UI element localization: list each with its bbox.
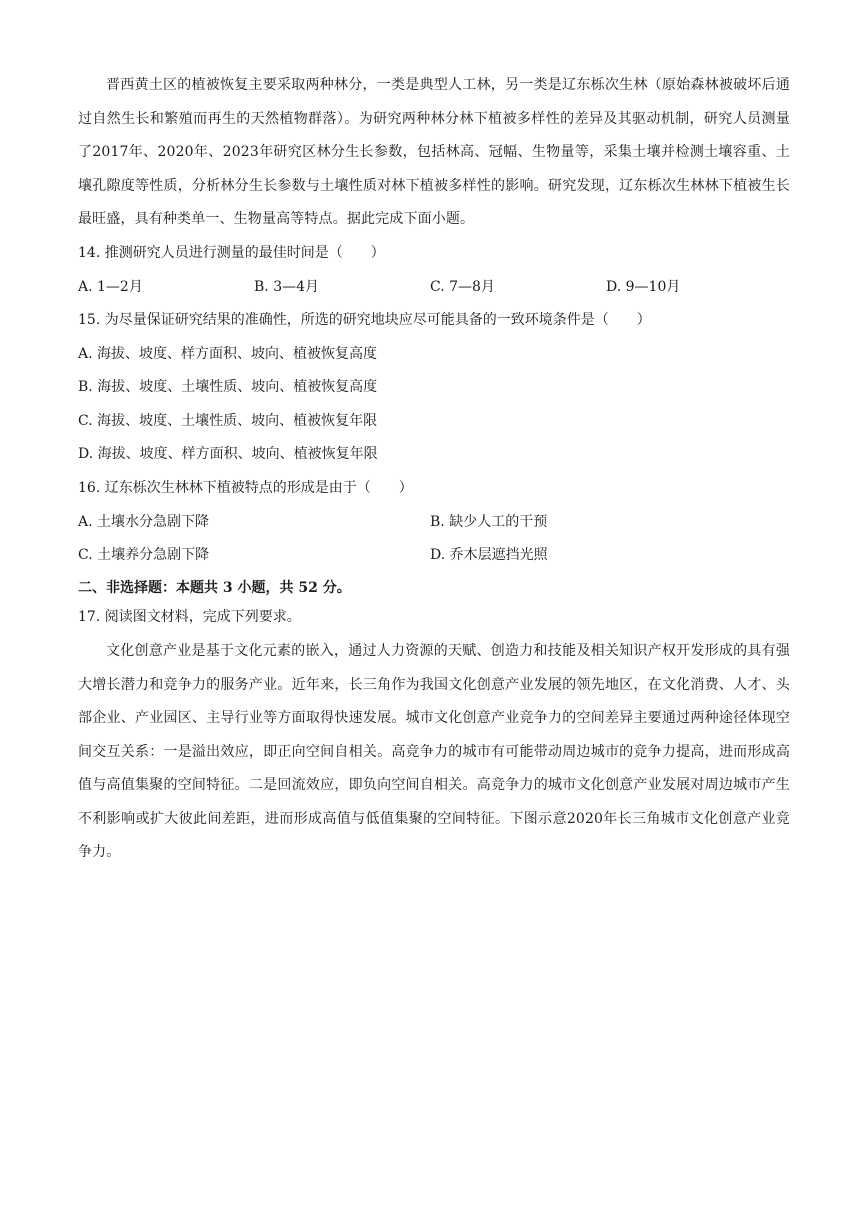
q14-stem: 14. 推测研究人员进行测量的最佳时间是（ ） xyxy=(78,245,385,261)
q16-option-c: C. 土壤养分急剧下降 xyxy=(78,547,210,563)
q16-option-a: A. 土壤水分急剧下降 xyxy=(78,514,210,530)
q16-option-d: D. 乔木层遮挡光照 xyxy=(430,547,548,563)
q14-option-b: B. 3—4月 xyxy=(254,279,320,295)
q14-option-c: C. 7—8月 xyxy=(430,279,495,295)
q14-option-d: D. 9—10月 xyxy=(606,279,681,295)
q16-option-b: B. 缺少人工的干预 xyxy=(430,514,548,530)
q15-option-a: A. 海拔、坡度、样方面积、坡向、植被恢复高度 xyxy=(78,346,378,362)
q15-option-d: D. 海拔、坡度、样方面积、坡向、植被恢复年限 xyxy=(78,446,378,462)
q17-stem: 17. 阅读图文材料，完成下列要求。 xyxy=(78,609,301,625)
section2-heading: 二、非选择题：本题共 3 小题，共 52 分。 xyxy=(78,580,351,596)
q14-option-a: A. 1—2月 xyxy=(78,279,143,295)
intro-paragraph: 晋西黄土区的植被恢复主要采取两种林分，一类是典型人工林，另一类是辽东栎次生林（原始森林被破坏后通过自然生长和繁殖而再生的天然植物群落）。为研究两种林分林下植被多样性的差异及其驱动机制，研究人员测量了2017年、2020年、2023年研究区林分生长参数，包括林高、冠幅、生物量等，采集土壤并检测土壤容重、土壤孔隙度等性质，分析林分生长参数与土壤性质对林下植被多样性的影响。研究发现，辽东栎次生林林下植被生长最旺盛，具有种类单一、生物量高等特点。据此完成下面小题。 xyxy=(78,77,790,227)
q15-option-c: C. 海拔、坡度、土壤性质、坡向、植被恢复年限 xyxy=(78,413,378,429)
q16-stem: 16. 辽东栎次生林林下植被特点的形成是由于（ ） xyxy=(78,480,413,496)
q15-stem: 15. 为尽量保证研究结果的准确性，所选的研究地块应尽可能具备的一致环境条件是（ ） xyxy=(78,312,651,328)
q17-paragraph: 文化创意产业是基于文化元素的嵌入，通过人力资源的天赋、创造力和技能及相关知识产权开发形成的具有强大增长潜力和竞争力的服务产业。近年来，长三角作为我国文化创意产业发展的领先地区，在文化消费、人才、头部企业、产业园区、主导行业等方面取得快速发展。城市文化创意产业竞争力的空间差异主要通过两种途径体现空间交互关系：一是溢出效应，即正向空间自相关。高竞争力的城市有可能带动周边城市的竞争力提高，进而形成高值与高值集聚的空间特征。二是回流效应，即负向空间自相关。高竞争力的城市文化创意产业发展对周边城市产生不利影响或扩大彼此间差距，进而形成高值与低值集聚的空间特征。下图示意2020年长三角城市文化创意产业竞争力。 xyxy=(78,643,790,860)
q15-option-b: B. 海拔、坡度、土壤性质、坡向、植被恢复高度 xyxy=(78,379,378,395)
